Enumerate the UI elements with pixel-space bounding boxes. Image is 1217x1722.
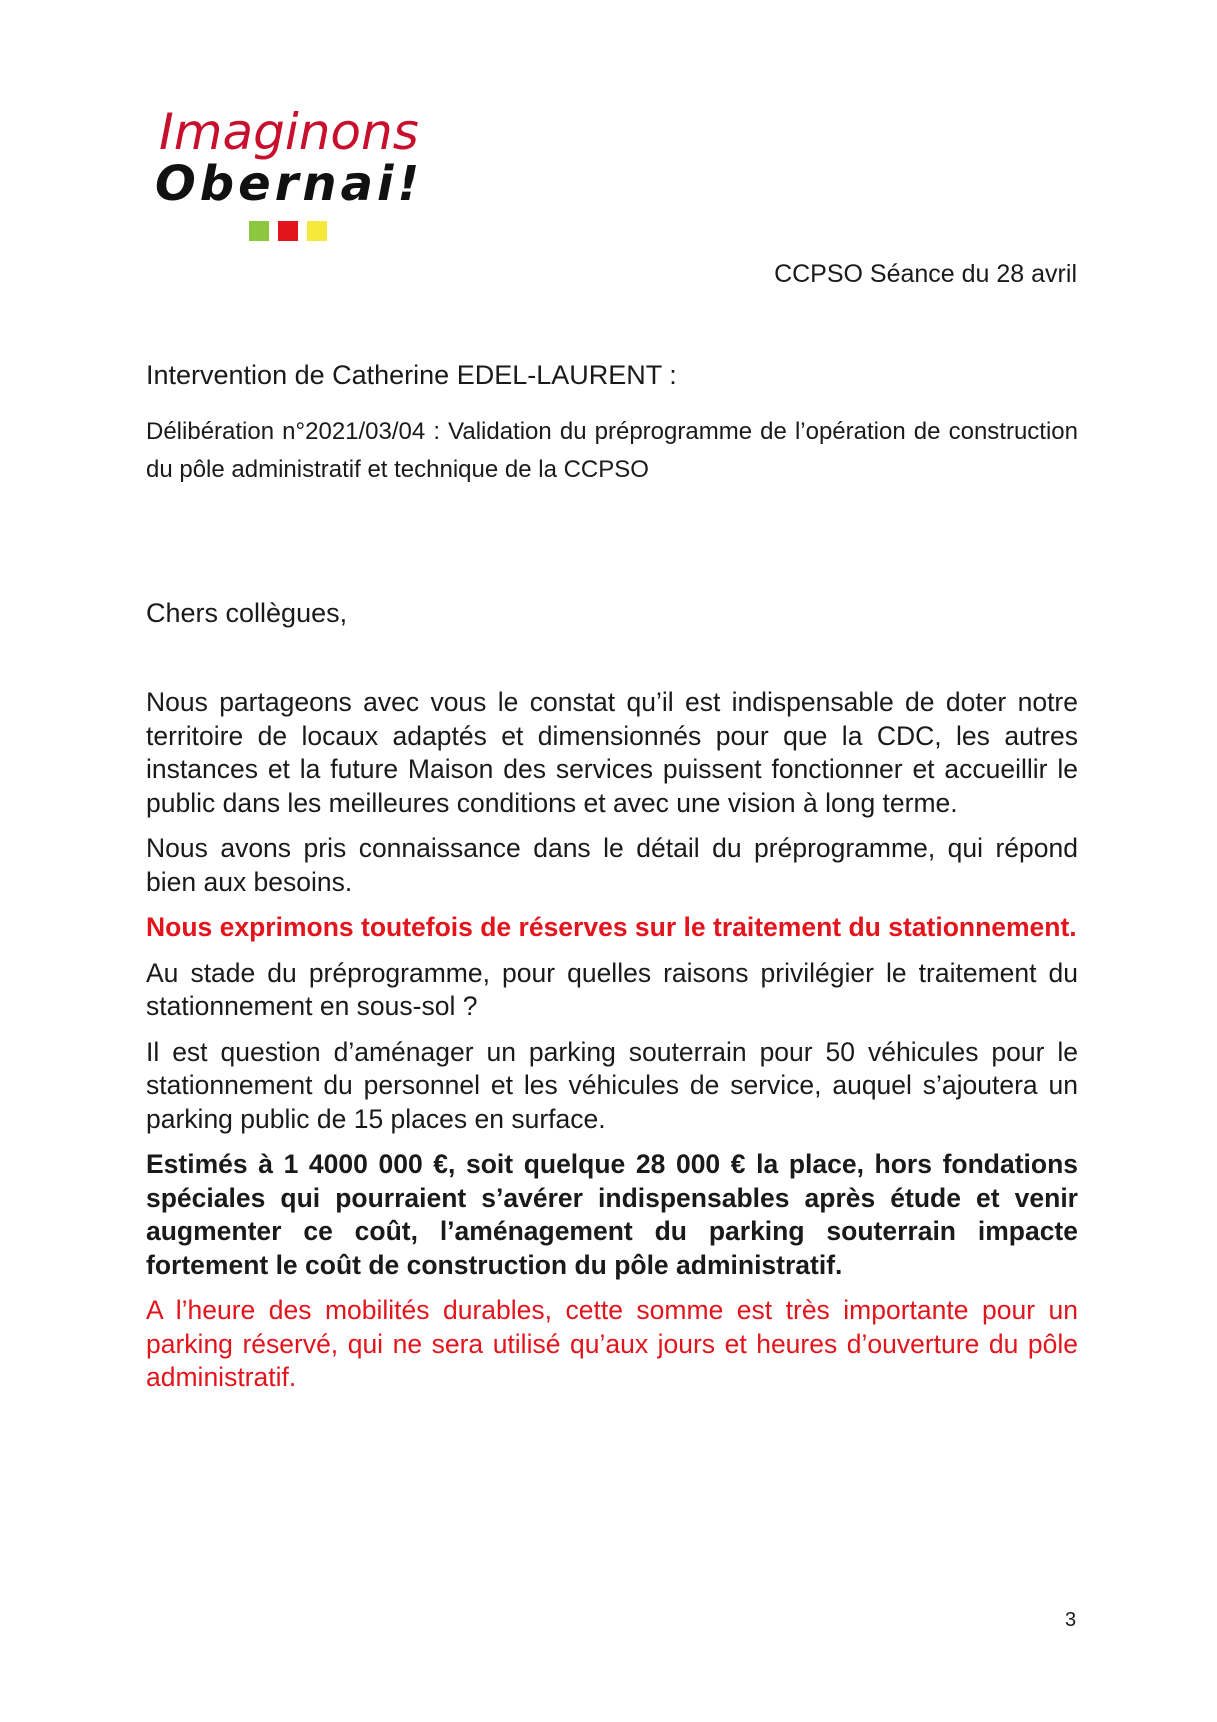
paragraph: A l’heure des mobilités durables, cette somme est très importante pour un parking réservé, qui ne sera utilisé qu’aux jours et heures d’ouverture du pôle administratif.	[146, 1295, 1078, 1392]
logo-square-green	[249, 221, 269, 241]
logo	[155, 104, 445, 244]
logo-square-yellow	[307, 221, 327, 241]
page-number: 3	[1065, 1609, 1077, 1631]
paragraph: Estimés à 1 4000 000 €, soit quelque 28 000 € la place, hors fondations spéciales qui pourraient s’avérer indispensables après étude et venir augmenter ce coût, l’aménagement du parking souterrain impacte fortement le coût de construction du pôle administratif.	[146, 1149, 1078, 1280]
paragraph: Nous partageons avec vous le constat qu’il est indispensable de doter notre territoire de locaux adaptés et dimensionnés pour que la CDC, les autres instances et la future Maison des services puissent fonctionner et accueillir le public dans les meilleures conditions et avec une vision à long terme.	[146, 687, 1078, 818]
session-header: CCPSO Séance du 28 avril	[774, 260, 1077, 288]
salutation: Chers collègues,	[146, 598, 348, 628]
logo-squares	[249, 221, 327, 241]
paragraph: Il est question d’aménager un parking souterrain pour 50 véhicules pour le stationnement du personnel et les véhicules de service, auquel s’ajoutera un parking public de 15 places en surface.	[146, 1036, 1078, 1134]
logo-text-obernai: Obernai!	[155, 156, 424, 212]
paragraph: Nous avons pris connaissance dans le détail du préprogramme, qui répond bien aux besoins.	[146, 833, 1078, 897]
body-text	[146, 686, 1078, 1407]
logo-text-imaginons: Imaginons	[159, 103, 419, 161]
logo-square-red	[278, 221, 298, 241]
deliberation-subject: Délibération n°2021/03/04 : Validation du préprogramme de l’opération de construction du pôle administratif et technique de la CCPSO	[146, 418, 1078, 483]
intervention-title: Intervention de Catherine EDEL-LAURENT :	[146, 360, 677, 390]
paragraph: Au stade du préprogramme, pour quelles raisons privilégier le traitement du stationnement en sous-sol ?	[146, 957, 1078, 1021]
paragraph: Nous exprimons toutefois de réserves sur le traitement du stationnement.	[146, 912, 1077, 942]
